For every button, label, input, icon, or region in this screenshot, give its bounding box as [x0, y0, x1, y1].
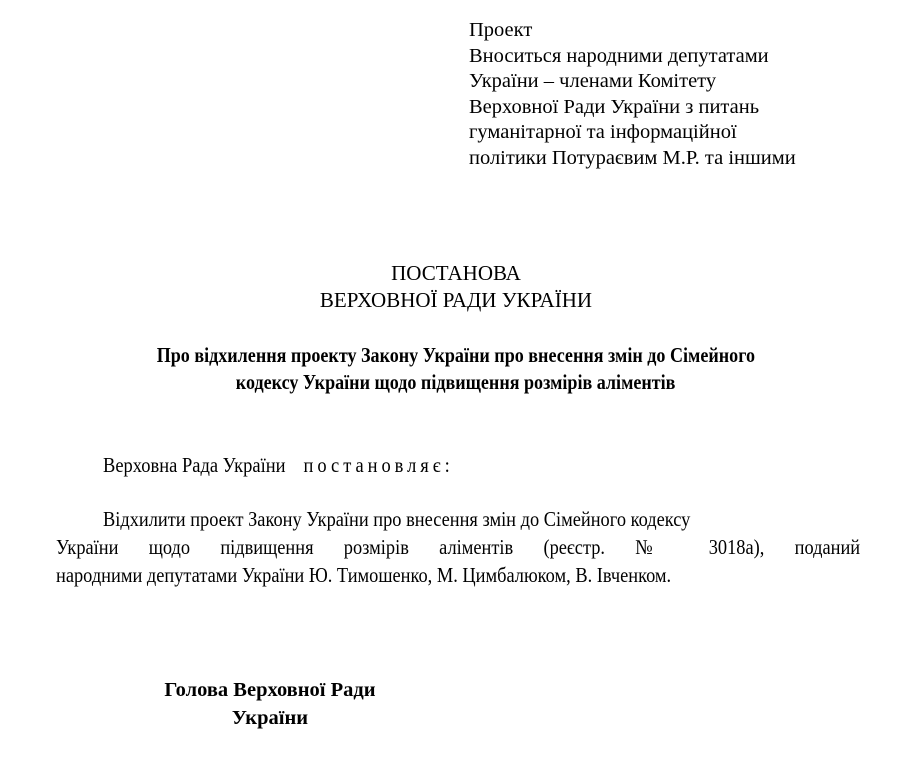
- subject-line: кодексу України щодо підвищення розмірів аліментів: [236, 370, 676, 394]
- header-line: України – членами Комітету: [469, 70, 717, 93]
- resolution-body: [56, 505, 860, 589]
- document-type: ПОСТАНОВА: [391, 261, 521, 285]
- bill-submission-header: [469, 18, 796, 172]
- body-line: народними депутатами України Ю. Тимошенко, М. Цимбалюком, В. Івченком.: [56, 563, 672, 587]
- subject-line: Про відхилення проекту Закону України про внесення змін до Сімейного: [156, 343, 756, 367]
- header-line: Верховної Ради України з питань: [469, 95, 760, 118]
- signatory-title: Голова Верховної Ради: [164, 679, 376, 701]
- resolution-subject: [0, 342, 912, 396]
- resolution-clause: [103, 452, 502, 479]
- header-line: політики Потураєвим М.Р. та іншими: [469, 146, 796, 169]
- resolution-subject-text: Верховна Рада України: [103, 453, 286, 477]
- issuing-body: ВЕРХОВНОЇ РАДИ УКРАЇНИ: [319, 288, 593, 312]
- header-line: Вноситься народними депутатами: [469, 44, 769, 67]
- document-title: [0, 260, 912, 314]
- resolution-verb: постановляє:: [303, 453, 454, 477]
- signature-block: [150, 676, 390, 732]
- header-line-project: Проект: [469, 19, 533, 41]
- header-line: гуманітарної та інформаційної: [469, 121, 737, 144]
- signatory-title-country: України: [231, 707, 309, 729]
- body-line: України щодо підвищення розмірів аліментів (реєстр. № 3018а), поданий: [56, 535, 861, 559]
- body-line: Відхилити проект Закону України про внесення змін до Сімейного кодексу: [103, 507, 691, 531]
